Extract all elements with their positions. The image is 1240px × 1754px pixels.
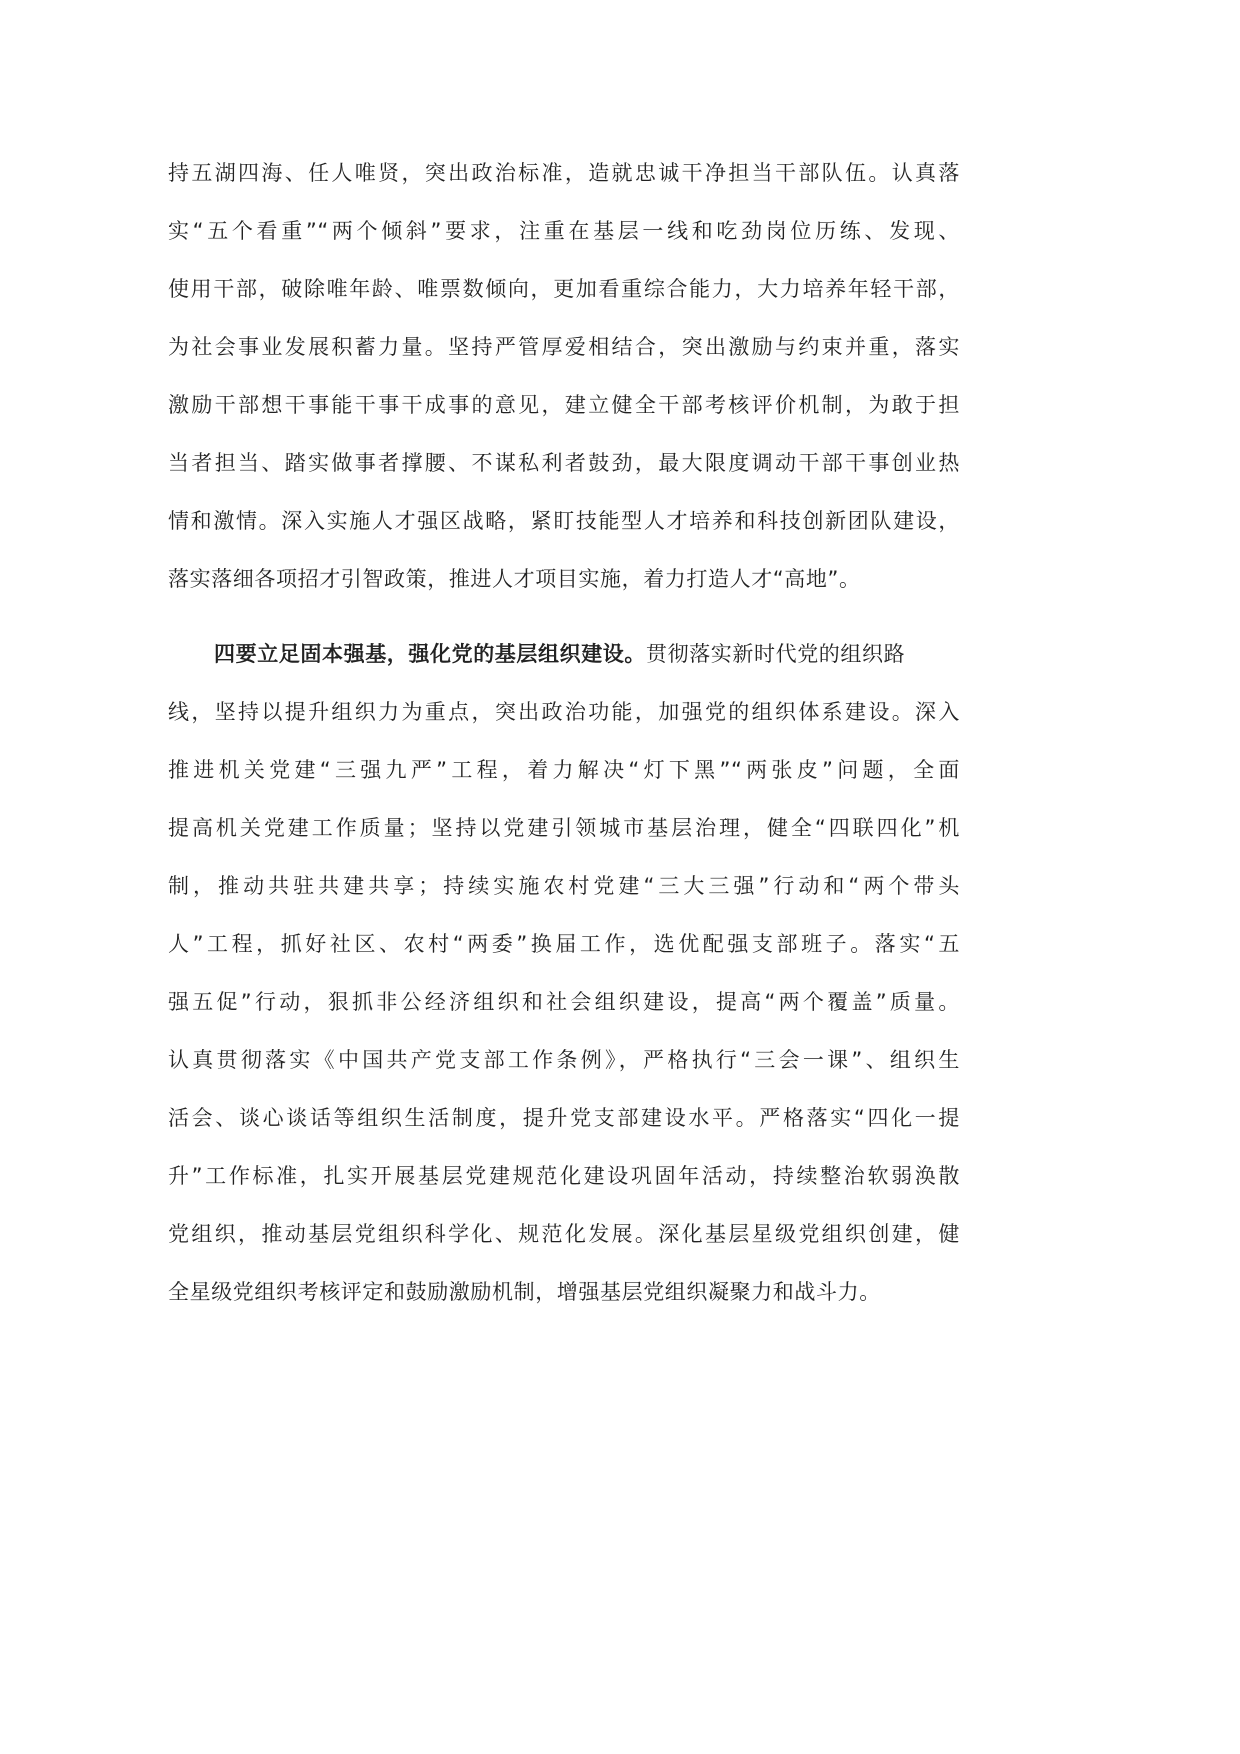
text-line: 使用干部，破除唯年龄、唯票数倾向，更加看重综合能力，大力培养年轻干部， — [168, 277, 960, 301]
text-line: 实“五个看重”“两个倾斜”要求，注重在基层一线和吃劲岗位历练、发现、 — [168, 219, 960, 243]
text-line: 激励干部想干事能干事干成事的意见，建立健全干部考核评价机制，为敢于担 — [168, 393, 960, 417]
text-line: 情和激情。深入实施人才强区战略，紧盯技能型人才培养和科技创新团队建设， — [168, 509, 960, 533]
text-line: 持五湖四海、任人唯贤，突出政治标准，造就忠诚干净担当干部队伍。认真落 — [168, 161, 960, 185]
text-line: 制，推动共驻共建共享；持续实施农村党建“三大三强”行动和“两个带头 — [168, 874, 960, 898]
text-line: 认真贯彻落实《中国共产党支部工作条例》，严格执行“三会一课”、组织生 — [168, 1048, 960, 1072]
paragraph-heading-continuation: 贯彻落实新时代党的组织路 — [646, 642, 906, 666]
text-line: 提高机关党建工作质量；坚持以党建引领城市基层治理，健全“四联四化”机 — [168, 816, 960, 840]
paragraph-heading: 四要立足固本强基，强化党的基层组织建设。 — [214, 642, 646, 666]
text-line: 人”工程，抓好社区、农村“两委”换届工作，选优配强支部班子。落实“五 — [168, 932, 960, 956]
text-line: 全星级党组织考核评定和鼓励激励机制，增强基层党组织凝聚力和战斗力。 — [168, 1280, 881, 1304]
paragraph-first-line — [214, 641, 960, 667]
text-line: 当者担当、踏实做事者撑腰、不谋私利者鼓劲，最大限度调动干部干事创业热 — [168, 451, 960, 475]
text-line: 升”工作标准，扎实开展基层党建规范化建设巩固年活动，持续整治软弱涣散 — [168, 1164, 960, 1188]
text-line: 落实落细各项招才引智政策，推进人才项目实施，着力打造人才“高地”。 — [168, 567, 861, 591]
text-line: 为社会事业发展积蓄力量。坚持严管厚爱相结合，突出激励与约束并重，落实 — [168, 335, 960, 359]
text-line: 党组织，推动基层党组织科学化、规范化发展。深化基层星级党组织创建，健 — [168, 1222, 960, 1246]
text-line: 线，坚持以提升组织力为重点，突出政治功能，加强党的组织体系建设。深入 — [168, 700, 960, 724]
text-line: 强五促”行动，狠抓非公经济组织和社会组织建设，提高“两个覆盖”质量。 — [168, 990, 960, 1014]
text-line: 活会、谈心谈话等组织生活制度，提升党支部建设水平。严格落实“四化一提 — [168, 1106, 960, 1130]
text-line: 推进机关党建“三强九严”工程，着力解决“灯下黑”“两张皮”问题，全面 — [168, 758, 960, 782]
